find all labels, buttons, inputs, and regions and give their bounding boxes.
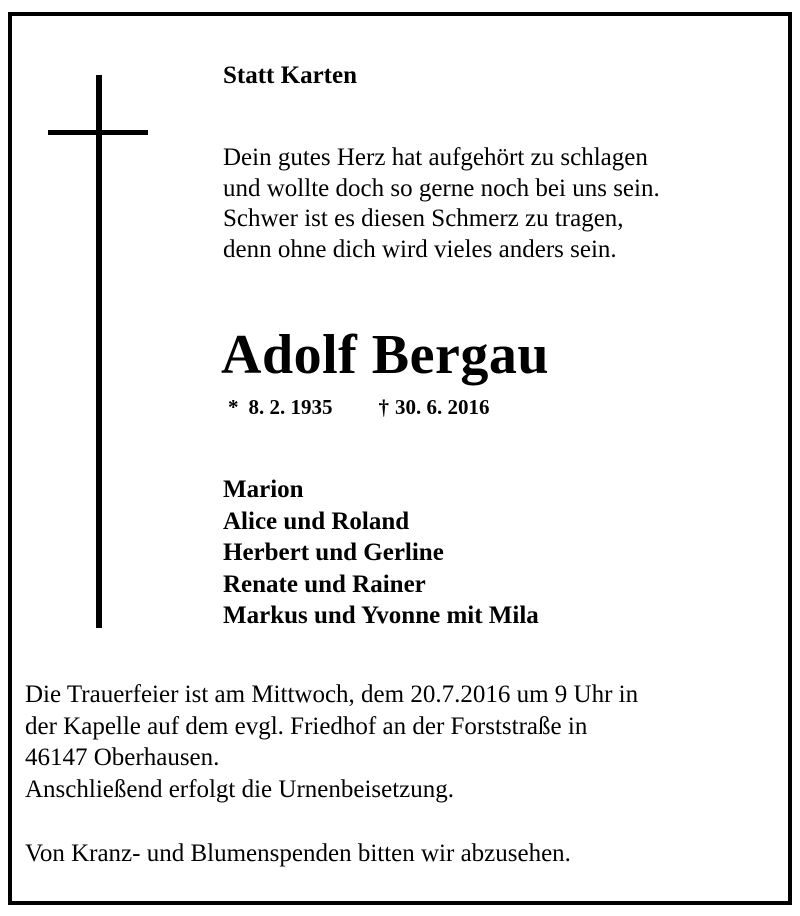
- funeral-info: [25, 679, 638, 805]
- mourner-entry: Herbert und Gerline: [223, 539, 444, 566]
- mourner-entry: Renate und Rainer: [223, 570, 426, 598]
- poem-line: und wollte doch so gerne noch bei uns sein.: [223, 174, 660, 202]
- mourner-entry: Marion: [223, 476, 304, 503]
- poem-line: denn ohne dich wird vieles anders sein.: [223, 235, 617, 263]
- cross-vertical-bar: [96, 75, 102, 628]
- mourners-list: [223, 474, 539, 632]
- funeral-info-line: Die Trauerfeier ist am Mittwoch, dem 20.7.2016 um 9 Uhr in: [25, 681, 639, 708]
- deceased-name: Adolf Bergau: [221, 324, 549, 386]
- mourner-entry: Markus und Yvonne mit Mila: [223, 602, 539, 629]
- death-date: 30. 6. 2016: [395, 395, 490, 419]
- funeral-info-line: 46147 Oberhausen.: [25, 744, 220, 771]
- birth-date: 8. 2. 1935: [248, 395, 333, 419]
- birth-symbol: *: [228, 395, 239, 419]
- death-symbol: †: [378, 395, 389, 419]
- mourner-entry: Alice und Roland: [223, 507, 410, 535]
- poem-line: Dein gutes Herz hat aufgehört zu schlagen: [223, 144, 648, 171]
- funeral-info-line: der Kapelle auf dem evgl. Friedhof an der Forststraße in: [25, 712, 588, 740]
- poem-line: Schwer ist es diesen Schmerz zu tragen,: [223, 205, 624, 232]
- cross-horizontal-bar: [48, 130, 148, 135]
- heading: Statt Karten: [223, 62, 357, 89]
- funeral-info-line: Anschließend erfolgt die Urnenbeisetzung.: [25, 775, 455, 803]
- donation-note: Von Kranz- und Blumenspenden bitten wir abzusehen.: [25, 840, 571, 867]
- life-dates: [228, 395, 490, 420]
- poem: [223, 143, 660, 265]
